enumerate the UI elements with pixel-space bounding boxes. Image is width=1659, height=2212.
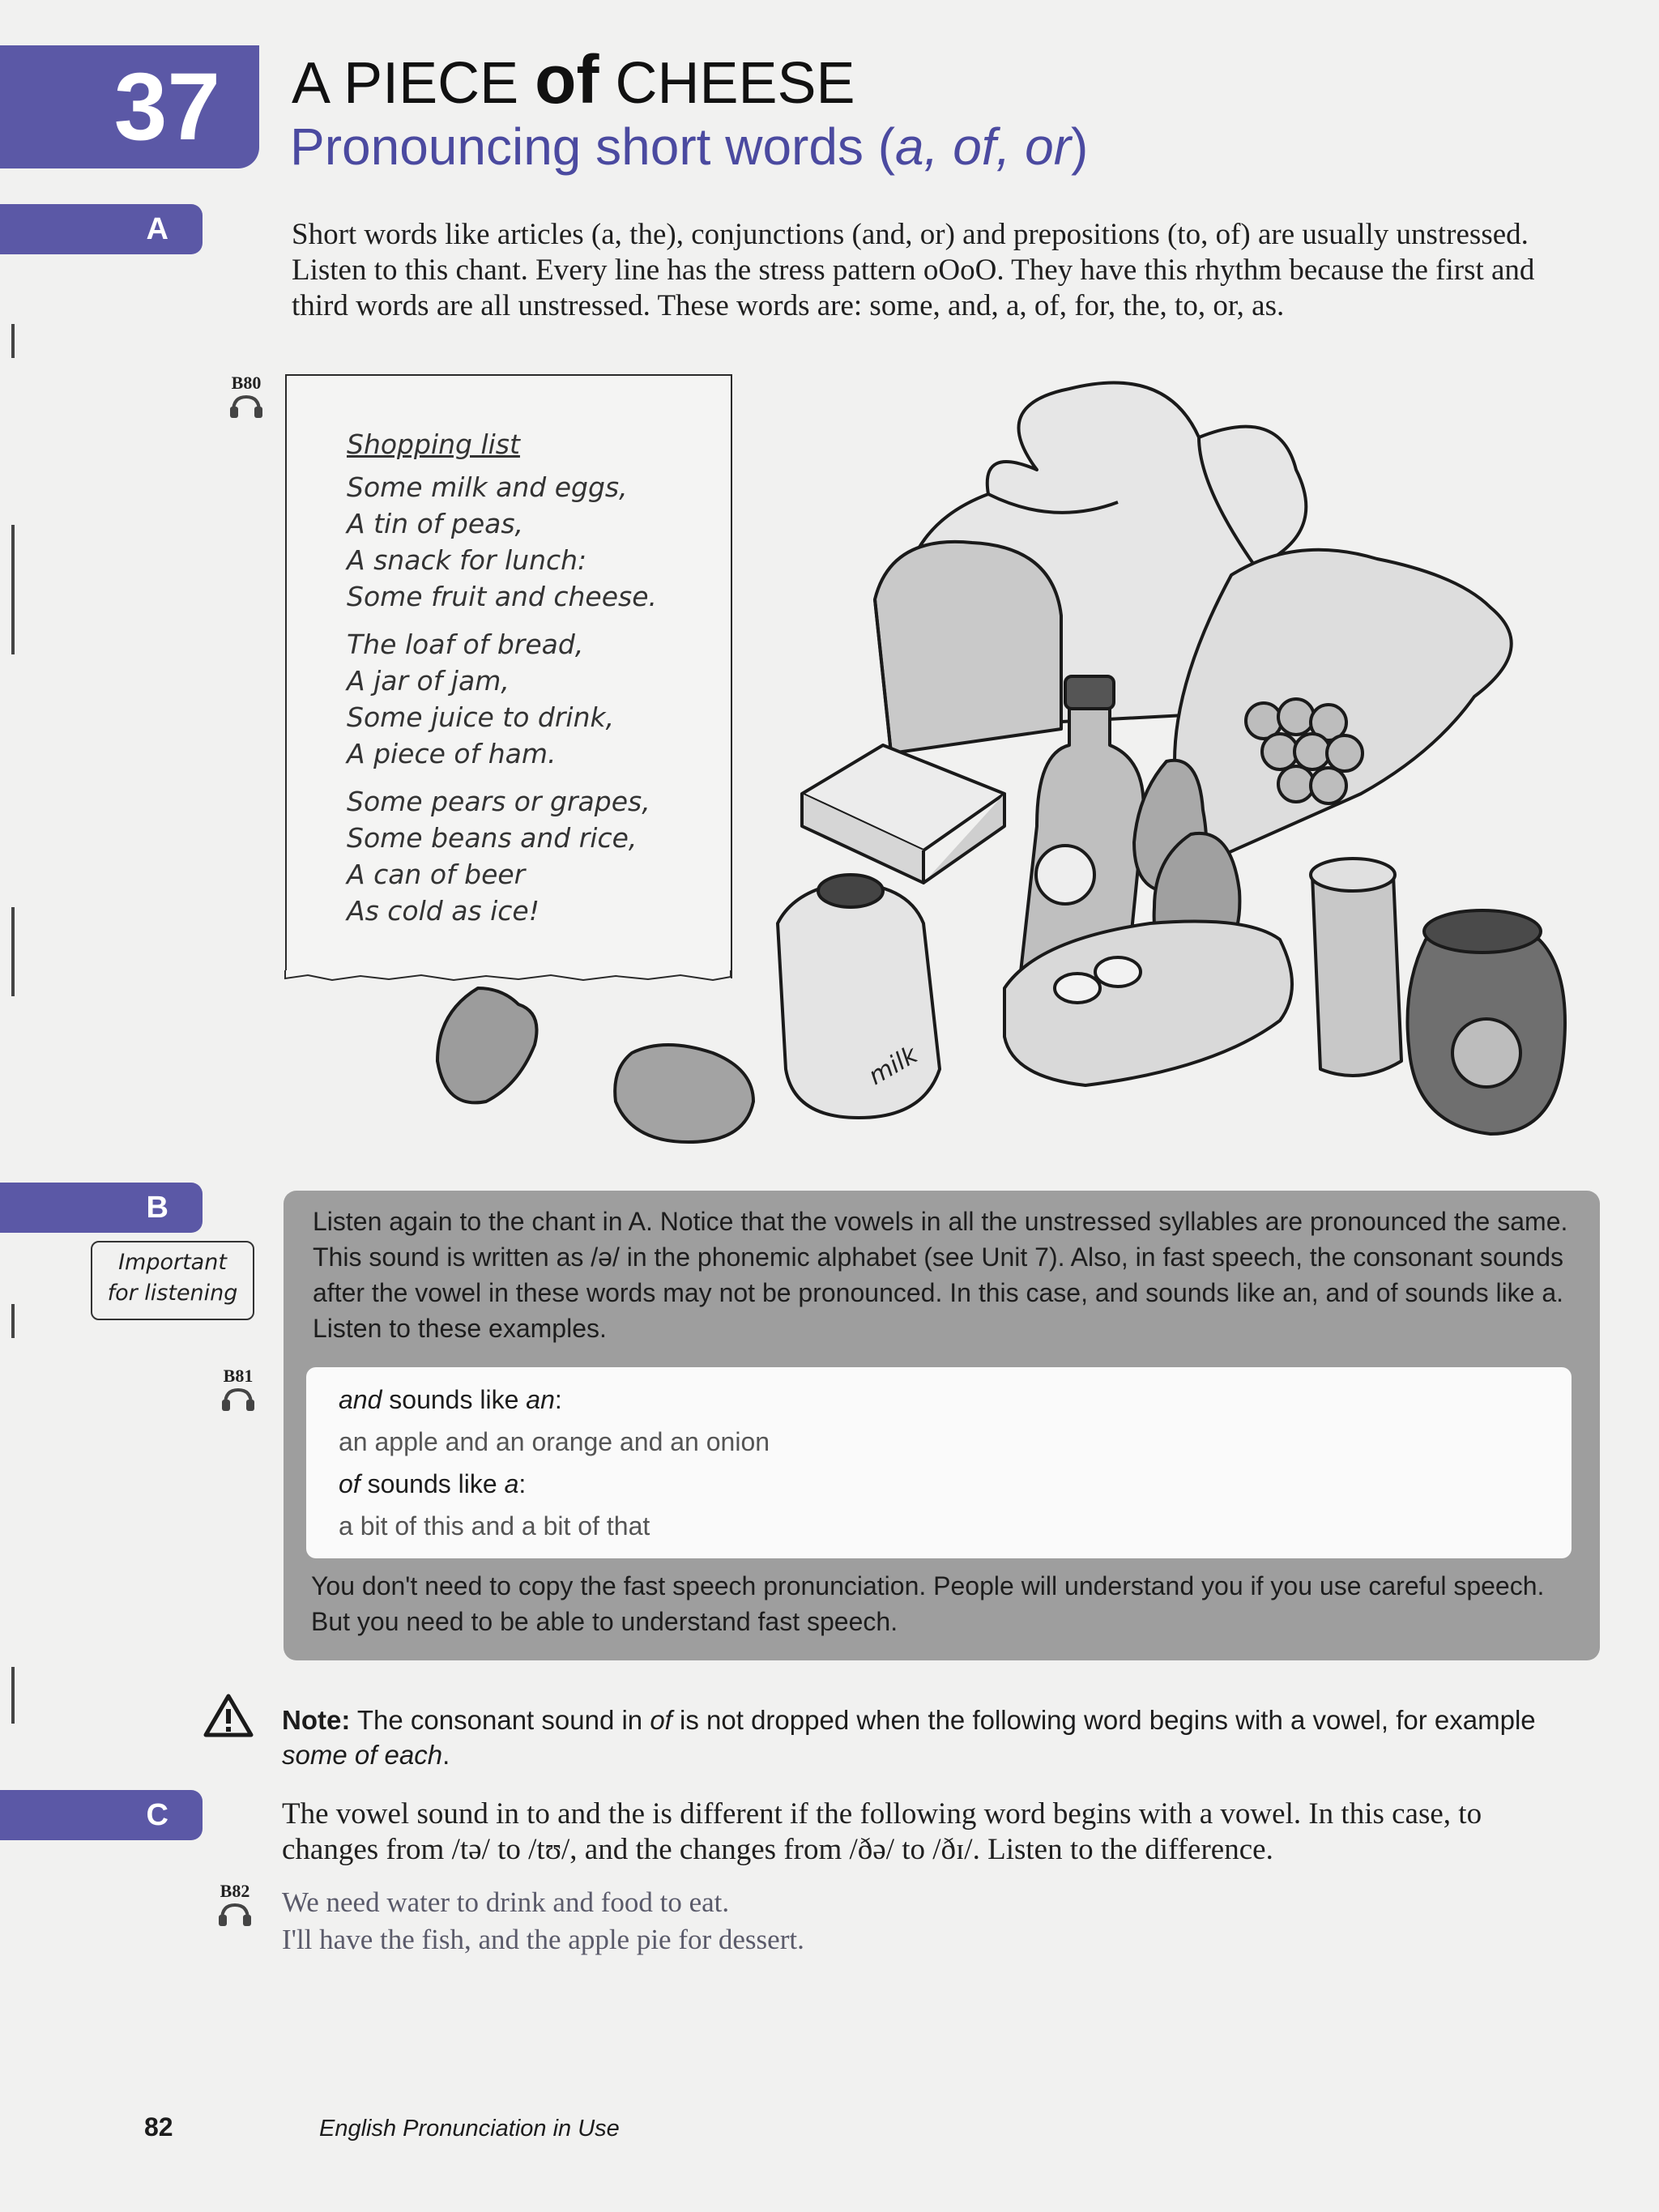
section-c-text: The vowel sound in to and the is different if the following word begins with a vowel. In this case, to changes from /tə/ to /tʊ/, and the changes from /ðə/ to /ðɪ/. Listen to the difference. (282, 1797, 1482, 1866)
tin-can (1312, 867, 1401, 1076)
shopping-list-heading: Shopping list (347, 428, 520, 460)
margin-mark (11, 1667, 15, 1724)
audio-code: B80 (231, 373, 262, 393)
section-tab-b (0, 1183, 203, 1233)
page-number: 82 (144, 2112, 173, 2142)
section-tab-b-label: B (146, 1191, 168, 1225)
list-line: A tin of peas, (347, 508, 524, 539)
book-title: English Pronunciation in Use (319, 2116, 620, 2142)
of-heading: of sounds like a: (339, 1469, 527, 1498)
tip-line: for listening (107, 1281, 238, 1306)
headphones-icon (217, 1902, 253, 1926)
headphones-icon (228, 394, 264, 418)
important-for-listening-note (91, 1241, 254, 1320)
audio-track-b82[interactable] (206, 1881, 264, 1934)
audio-track-b81[interactable] (209, 1366, 267, 1419)
list-line: A piece of ham. (347, 738, 557, 769)
title-word-piece: PIECE (343, 51, 519, 116)
headphones-icon (220, 1387, 256, 1411)
section-tab-a (0, 204, 203, 254)
milk-carton (778, 883, 940, 1118)
list-line: Some juice to drink, (347, 701, 615, 733)
section-a-intro: Short words like articles (a, the), conjunctions (and, or) and prepositions (to, of) are usually unstressed. Listen to this chant. Every line has the stress pattern oOoO. They have this rhythm because the first and third words are all unstressed. These words are: some, and, a, of, for, the, to, or, as. (292, 218, 1535, 322)
subtitle-close: ) (1071, 117, 1089, 176)
list-line: A snack for lunch: (347, 544, 587, 576)
list-line: As cold as ice! (347, 895, 539, 927)
section-tab-c (0, 1790, 203, 1840)
list-line: Some fruit and cheese. (347, 581, 657, 612)
warning-icon (203, 1693, 254, 1738)
groceries-illustration (421, 373, 1620, 1166)
and-heading: and sounds like an: (339, 1385, 562, 1414)
c-example-line: We need water to drink and food to eat. (282, 1886, 730, 1918)
and-example: an apple and an orange and an onion (339, 1427, 770, 1456)
of-example: a bit of this and a bit of that (339, 1511, 650, 1541)
fruit-bag (1174, 550, 1512, 859)
bread-loaf (875, 542, 1061, 753)
unit-number: 37 (113, 53, 220, 160)
title-word-cheese: CHEESE (615, 51, 855, 116)
section-tab-a-label: A (146, 212, 168, 246)
section-c-examples (282, 1884, 804, 1958)
section-b-outro: You don't need to copy the fast speech pronunciation. People will understand you if you use careful speech. But you need to be able to understand fast speech. (311, 1571, 1545, 1636)
unit-number-badge (0, 45, 259, 168)
milk-label: milk (864, 1040, 923, 1091)
list-line: A can of beer (347, 859, 526, 890)
title-word-a: A (292, 51, 328, 116)
title-word-of: of (535, 41, 599, 117)
note-text: Note: The consonant sound in of is not dropped when the following word begins with a vowel, for example some of each. (282, 1705, 1536, 1770)
list-line: Some milk and eggs, (347, 471, 628, 503)
list-line: Some pears or grapes, (347, 786, 650, 817)
subtitle-main: Pronouncing short words ( (290, 117, 896, 176)
margin-mark (11, 525, 15, 654)
unit-title (292, 41, 855, 117)
section-b-intro: Listen again to the chant in A. Notice that the vowels in all the unstressed syllables are pronounced the same. This sound is written as /ə/ in the phonemic alphabet (see Unit 7). Also, in fast speech, the consonant sounds after the vowel in these words may not be pronounced. In this case, and sounds like an, and of sounds like a. Listen to these examples. (313, 1207, 1568, 1343)
fast-speech-examples (339, 1379, 770, 1547)
margin-mark (11, 907, 15, 996)
audio-code: B81 (223, 1366, 254, 1386)
tip-line: Important (118, 1250, 227, 1275)
unit-subtitle (290, 117, 1088, 177)
list-line: The loaf of bread, (347, 629, 584, 660)
c-example-line: I'll have the fish, and the apple pie for dessert. (282, 1924, 804, 1955)
audio-track-b80[interactable] (217, 373, 275, 426)
audio-code: B82 (220, 1881, 250, 1901)
section-tab-c-label: C (146, 1798, 168, 1832)
list-line: A jar of jam, (347, 665, 510, 697)
list-line: Some beans and rice, (347, 822, 638, 854)
pear (615, 1045, 753, 1142)
pear (437, 988, 537, 1102)
subtitle-words: a, of, or (895, 117, 1072, 176)
margin-mark (11, 1304, 15, 1338)
margin-mark (11, 324, 15, 358)
